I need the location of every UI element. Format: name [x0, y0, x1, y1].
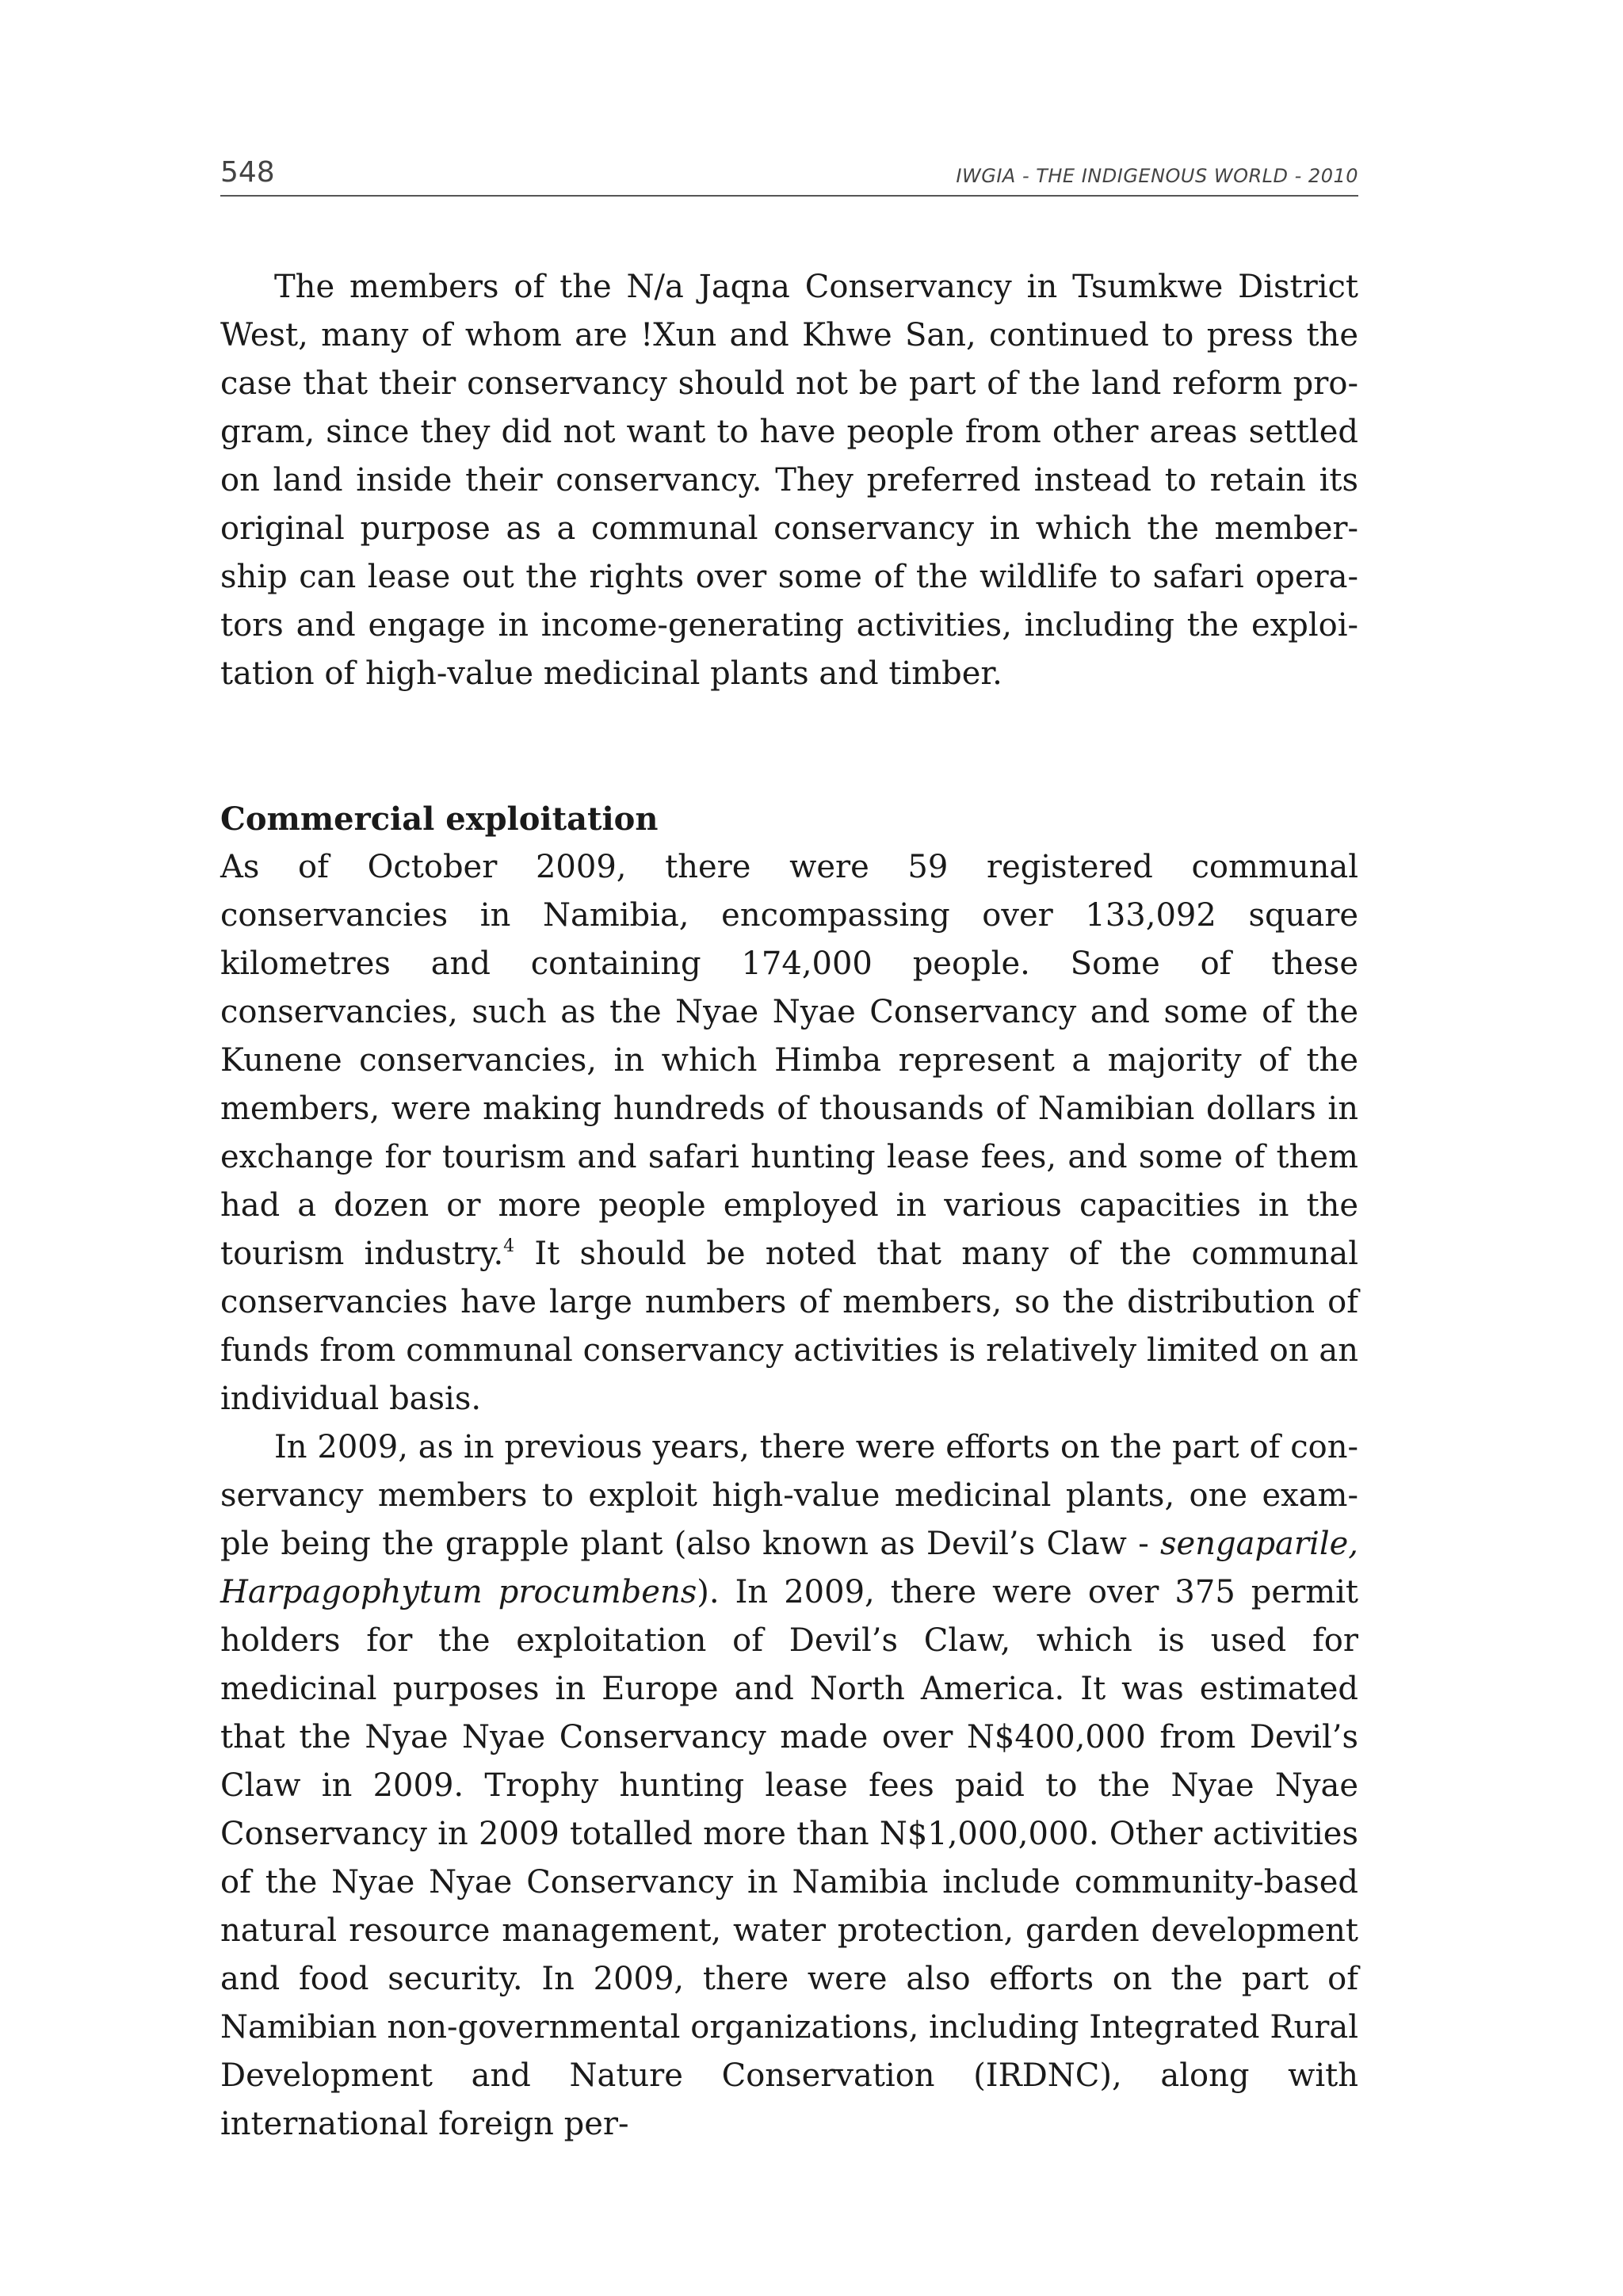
section-spacer [220, 698, 1358, 795]
paragraph-text: It should be noted that many of the communal conservancies have large numbers of members, so the distribution of funds from communal conservancy activities is relatively limited on an individual basis. [220, 1236, 1358, 1417]
paragraph [220, 1423, 1358, 2149]
running-title: IWGIA - THE INDIGENOUS WORLD - 2010 [956, 165, 1358, 187]
body-text [220, 263, 1358, 2149]
paragraph-text: As of October 2009, there were 59 registered communal conservancies in Namibia, encompassing over 133,092 square kilometres and containing 174,000 people. Some of these conservancies, such as the Nyae Nyae Conservancy and some of the Kunene conservancies, in which Himba represent a majority of the members, were making hundreds of thousands of Namibian dollars in exchange for tourism and safari hunting lease fees, and some of them had a dozen or more people employed in various capacities in the tourism industry. [220, 849, 1358, 1272]
running-header [220, 151, 1358, 197]
page-number: 548 [220, 156, 275, 189]
paragraph-text: ). In 2009, there were over 375 permit holders for the exploitation of Devil’s Claw, which is used for medicinal purposes in Europe and North America. It was estimated that the Nyae Nyae Conservancy made over N$400,000 from Devil’s Claw in 2009. Trophy hunting lease fees paid to the Nyae Nyae Conservancy in 2009 totalled more than N$1,000,000. Other activities of the Nyae Nyae Conservancy in Namibia include community-based natural resource management, water protection, garden development and food security. In 2009, there were also efforts on the part of Namibian non-governmental organizations, including Integrated Rural Development and Nature Conservation (IRDNC), along with international foreign per- [220, 1574, 1359, 2142]
paragraph [220, 843, 1358, 1423]
paragraph-text: In 2009, as in previous years, there were efforts on the part of conservancy members to exploit high-value medicinal plants, one example being the grapple plant (also known as Devil’s Claw - [220, 1429, 1358, 1562]
species-name: sengaparile, Harpagophytum procumbens [220, 1526, 1358, 1610]
footnote-reference[interactable]: 4 [503, 1236, 515, 1256]
paragraph: The members of the N/a Jaqna Conservancy in Tsumkwe District West, many of whom are !Xun and Khwe San, continued to press the case that their conservancy should not be part of the land reform program, since they did not want to have people from other areas settled on land inside their conservancy. They preferred instead to retain its original purpose as a communal conservancy in which the membership can lease out the rights over some of the wildlife to safari operators and engage in income-generating activities, including the exploitation of high-value medicinal plants and timber. [220, 269, 1358, 692]
section-heading: Commercial exploitation [220, 800, 659, 838]
